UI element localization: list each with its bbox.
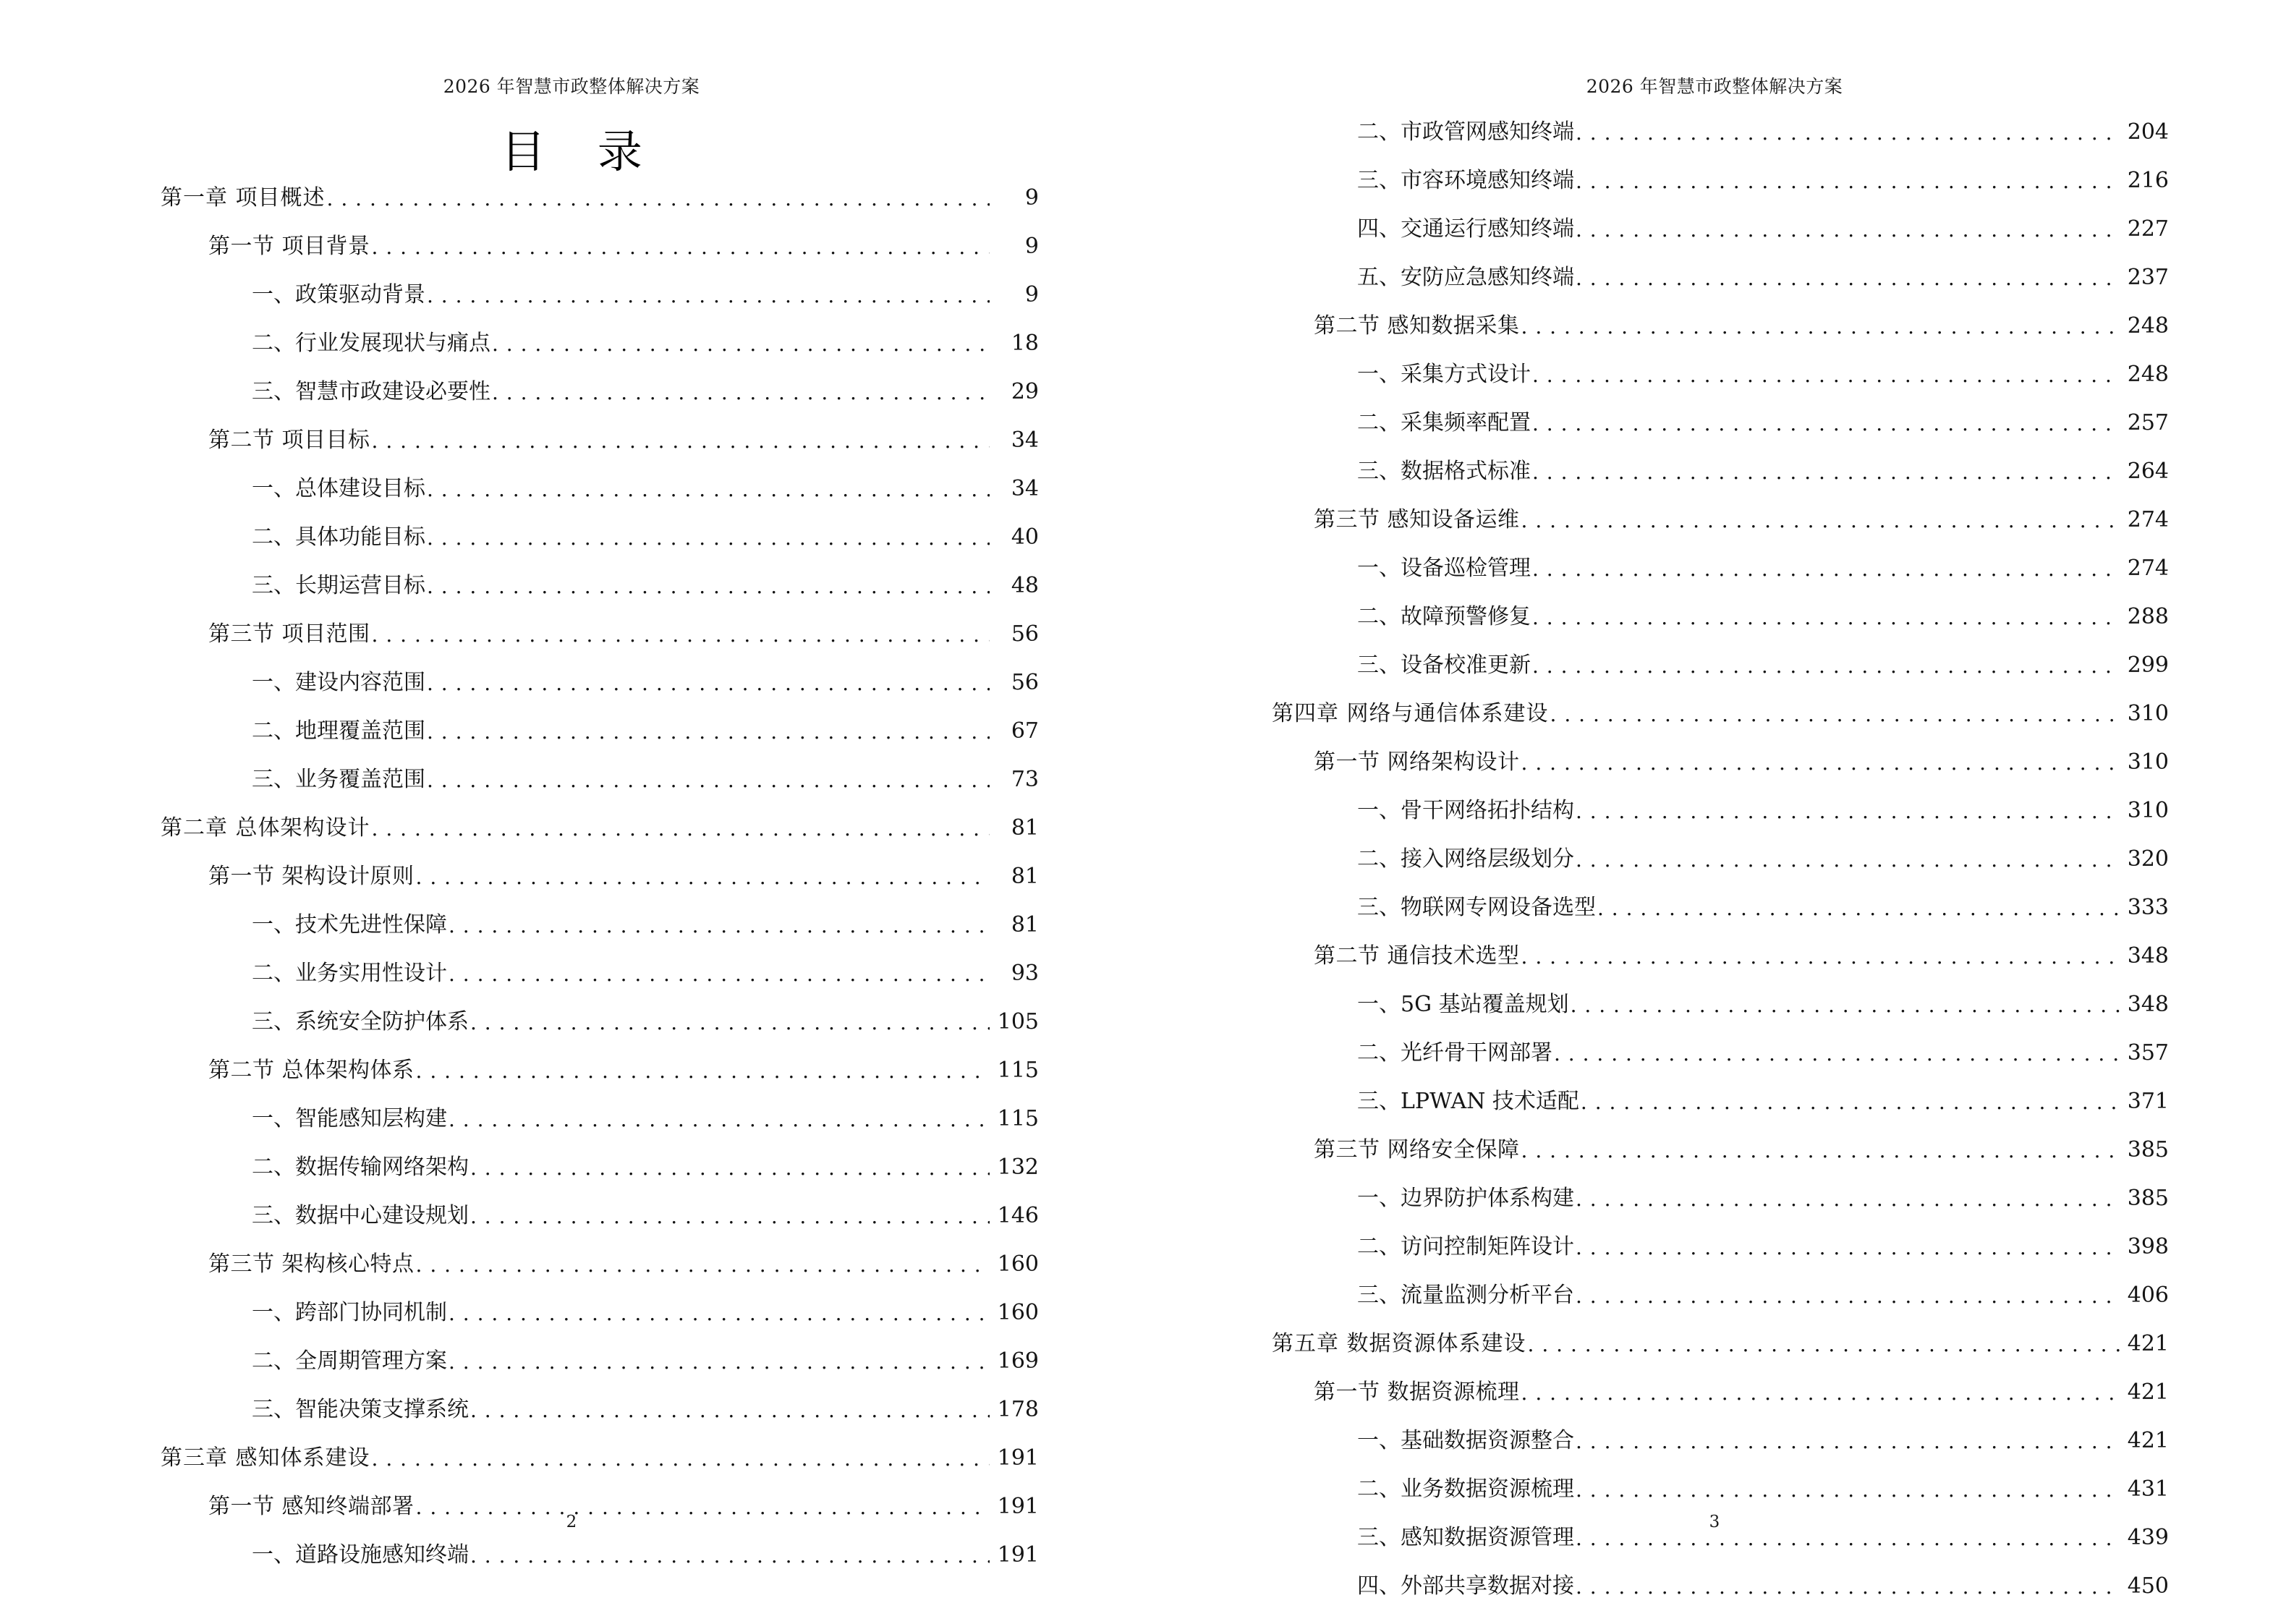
toc-entry-page-number: 237 <box>2127 265 2169 290</box>
toc-entry[interactable] <box>0 224 1143 258</box>
toc-entry-label: 第一节 数据资源梳理 <box>1314 1379 1520 1405</box>
toc-entry-page-number: 160 <box>997 1251 1039 1277</box>
toc-entry-label: 三、数据格式标准 <box>1357 459 1531 484</box>
toc-entry-page-number: 191 <box>997 1494 1039 1519</box>
toc-entry[interactable] <box>1143 1176 2286 1210</box>
toc-entry-label: 第一节 项目背景 <box>208 234 370 259</box>
toc-entry[interactable] <box>1143 1031 2286 1064</box>
toc-dot-leader <box>1521 945 2120 967</box>
toc-dot-leader <box>416 866 990 888</box>
toc-dot-leader <box>470 1205 990 1227</box>
toc-dot-leader <box>416 1254 990 1275</box>
toc-dot-leader <box>1521 1382 2120 1403</box>
toc-entry-page-number: 310 <box>2127 701 2169 726</box>
toc-entry-label: 第四章 网络与通信体系建设 <box>1272 701 1549 726</box>
toc-entry-page-number: 48 <box>1011 573 1039 598</box>
toc-entry-label: 三、业务覆盖范围 <box>252 767 425 792</box>
toc-entry-page-number: 115 <box>997 1058 1039 1083</box>
toc-entry[interactable] <box>1143 1419 2286 1452</box>
toc-entry-label: 三、长期运营目标 <box>252 573 425 598</box>
toc-entry-label: 第三节 感知设备运维 <box>1314 507 1520 532</box>
toc-entry-label: 一、建设内容范围 <box>252 670 425 695</box>
toc-entry-page-number: 105 <box>997 1009 1039 1034</box>
toc-entry-page-number: 371 <box>2127 1089 2169 1114</box>
toc-entry-page-number: 385 <box>2127 1186 2169 1211</box>
toc-dot-leader <box>1576 267 2120 289</box>
toc-entry[interactable] <box>1143 498 2286 531</box>
toc-entry[interactable] <box>1143 982 2286 1016</box>
toc-dot-leader <box>427 720 990 742</box>
toc-dot-leader <box>1532 461 2120 482</box>
toc-entry-label: 二、业务数据资源梳理 <box>1357 1476 1574 1502</box>
toc-entry[interactable] <box>1143 643 2286 676</box>
toc-entry-page-number: 348 <box>2127 992 2169 1017</box>
toc-dot-leader <box>449 914 990 936</box>
toc-entry[interactable] <box>1143 304 2286 337</box>
toc-dot-leader <box>1532 655 2120 676</box>
toc-entry-page-number: 191 <box>997 1542 1039 1568</box>
toc-dot-leader <box>1532 606 2120 628</box>
toc-entry-label: 第一节 网络架构设计 <box>1314 749 1520 775</box>
toc-entry[interactable] <box>1143 1079 2286 1113</box>
toc-entry[interactable] <box>0 273 1143 306</box>
toc-entry[interactable] <box>1143 352 2286 386</box>
toc-entry[interactable] <box>1143 207 2286 240</box>
toc-entry[interactable] <box>1143 1322 2286 1355</box>
toc-entry[interactable] <box>1143 788 2286 822</box>
toc-entry[interactable] <box>0 564 1143 597</box>
toc-entry[interactable] <box>0 1436 1143 1469</box>
toc-entry[interactable] <box>0 612 1143 645</box>
toc-entry-page-number: 146 <box>997 1203 1039 1228</box>
toc-entry-label: 一、采集方式设计 <box>1357 362 1531 387</box>
toc-entry-page-number: 29 <box>1011 379 1039 404</box>
toc-entry[interactable] <box>1143 401 2286 434</box>
toc-entry-label: 四、交通运行感知终端 <box>1357 216 1574 242</box>
toc-entry-page-number: 216 <box>2127 168 2169 193</box>
toc-entry-label: 五、安防应急感知终端 <box>1357 265 1574 290</box>
toc-entry[interactable] <box>1143 546 2286 579</box>
toc-entry[interactable] <box>1143 692 2286 725</box>
toc-entry-page-number: 320 <box>2127 846 2169 872</box>
toc-entry[interactable] <box>1143 1370 2286 1403</box>
toc-entry-label: 二、故障预警修复 <box>1357 604 1531 629</box>
toc-dot-leader <box>427 672 990 694</box>
toc-entry[interactable] <box>0 370 1143 403</box>
toc-entry-page-number: 333 <box>2127 895 2169 920</box>
toc-entry-page-number: 406 <box>2127 1283 2169 1308</box>
toc-entry-page-number: 398 <box>2127 1234 2169 1259</box>
toc-entry-page-number: 274 <box>2127 556 2169 581</box>
toc-dot-leader <box>1576 1285 2120 1306</box>
toc-entry-page-number: 431 <box>2127 1476 2169 1502</box>
toc-entry-label: 二、业务实用性设计 <box>252 961 447 986</box>
toc-entry-label: 三、设备校准更新 <box>1357 652 1531 678</box>
toc-dot-leader <box>1571 994 2120 1016</box>
toc-entry[interactable] <box>1143 885 2286 919</box>
toc-entry-page-number: 204 <box>2127 119 2169 145</box>
toc-entry-page-number: 169 <box>997 1348 1039 1374</box>
toc-dot-leader <box>470 1544 990 1566</box>
toc-dot-leader <box>1581 1091 2120 1113</box>
toc-entry[interactable] <box>0 418 1143 451</box>
toc-entry-label: 第三节 网络安全保障 <box>1314 1137 1520 1162</box>
toc-entry-page-number: 227 <box>2127 216 2169 242</box>
toc-dot-leader <box>372 817 990 839</box>
toc-entry[interactable] <box>1143 934 2286 967</box>
toc-entry[interactable] <box>1143 1273 2286 1306</box>
toc-entry-label: 二、数据传输网络架构 <box>252 1155 469 1180</box>
toc-entry[interactable] <box>1143 1467 2286 1500</box>
toc-entry[interactable] <box>0 709 1143 742</box>
toc-entry[interactable] <box>0 1048 1143 1081</box>
toc-dot-leader <box>1576 170 2120 192</box>
toc-entry-label: 四、外部共享数据对接 <box>1357 1573 1574 1599</box>
toc-entry[interactable] <box>0 515 1143 548</box>
toc-dot-leader <box>1550 703 2120 725</box>
toc-entry-page-number: 18 <box>1011 331 1039 356</box>
toc-dot-leader <box>372 236 990 258</box>
toc-dot-leader <box>1576 800 2120 822</box>
toc-entry[interactable] <box>0 903 1143 936</box>
toc-dot-leader <box>470 1399 990 1421</box>
toc-entry-page-number: 178 <box>997 1397 1039 1422</box>
toc-entry-page-number: 34 <box>1011 476 1039 501</box>
toc-dot-leader <box>372 430 990 451</box>
toc-entry-label: 第五章 数据资源体系建设 <box>1272 1331 1526 1356</box>
page-header-right: 2026 年智慧市政整体解决方案 <box>1586 76 1843 97</box>
toc-entry-page-number: 421 <box>2127 1331 2169 1356</box>
toc-entry[interactable] <box>0 1339 1143 1372</box>
toc-dot-leader <box>449 963 990 985</box>
toc-dot-leader <box>1521 509 2120 531</box>
toc-dot-leader <box>1576 218 2120 240</box>
toc-entry-page-number: 264 <box>2127 459 2169 484</box>
toc-entry[interactable] <box>0 1533 1143 1566</box>
toc-dot-leader <box>427 575 990 597</box>
toc-entry-label: 三、智能决策支撑系统 <box>252 1397 469 1422</box>
page-right <box>1143 0 2286 1624</box>
toc-dot-leader <box>470 1157 990 1178</box>
toc-entry-page-number: 73 <box>1011 767 1039 792</box>
toc-dot-leader <box>1576 849 2120 870</box>
toc-entry-page-number: 67 <box>1011 718 1039 744</box>
toc-dot-leader <box>449 1302 990 1324</box>
toc-entry-label: 二、采集频率配置 <box>1357 410 1531 435</box>
toc-entry-page-number: 9 <box>1024 282 1039 307</box>
toc-entry[interactable] <box>0 1242 1143 1275</box>
toc-entry-page-number: 81 <box>1011 912 1039 938</box>
toc-entry[interactable] <box>0 1291 1143 1324</box>
toc-dot-leader <box>427 769 990 791</box>
toc-dot-leader <box>327 187 990 209</box>
toc-entry-label: 一、5G 基站覆盖规划 <box>1357 992 1569 1017</box>
toc-dot-leader <box>449 1351 990 1372</box>
toc-entry-label: 一、总体建设目标 <box>252 476 425 501</box>
toc-entry[interactable] <box>1143 1128 2286 1161</box>
toc-entry[interactable] <box>1143 110 2286 143</box>
toc-entry[interactable] <box>0 757 1143 791</box>
toc-entry-page-number: 115 <box>997 1106 1039 1131</box>
page-folio-left: 2 <box>566 1513 577 1531</box>
toc-entry[interactable] <box>1143 449 2286 482</box>
toc-entry-page-number: 348 <box>2127 943 2169 969</box>
toc-entry[interactable] <box>0 1097 1143 1130</box>
toc-dot-leader <box>1521 752 2120 773</box>
toc-entry-label: 一、跨部门协同机制 <box>252 1300 447 1325</box>
toc-entry-label: 二、光纤骨干网部署 <box>1357 1040 1552 1066</box>
toc-dot-leader <box>1576 122 2120 143</box>
toc-entry-page-number: 421 <box>2127 1428 2169 1453</box>
toc-entry[interactable] <box>0 806 1143 839</box>
toc-entry-page-number: 274 <box>2127 507 2169 532</box>
toc-entry-label: 三、感知数据资源管理 <box>1357 1525 1574 1550</box>
toc-entry[interactable] <box>1143 158 2286 192</box>
toc-entry-label: 第一节 感知终端部署 <box>208 1494 415 1519</box>
toc-entry[interactable] <box>0 660 1143 694</box>
toc-entry[interactable] <box>0 1194 1143 1227</box>
page-header-left: 2026 年智慧市政整体解决方案 <box>443 76 700 97</box>
toc-dot-leader <box>416 1060 990 1081</box>
toc-entry-label: 二、地理覆盖范围 <box>252 718 425 744</box>
toc-entry-page-number: 34 <box>1011 428 1039 453</box>
toc-entry-page-number: 257 <box>2127 410 2169 435</box>
toc-entry-label: 第二节 项目目标 <box>208 428 370 453</box>
toc-entry-page-number: 160 <box>997 1300 1039 1325</box>
toc-dot-leader <box>372 624 990 645</box>
toc-entry-page-number: 421 <box>2127 1379 2169 1405</box>
toc-entry[interactable] <box>0 854 1143 888</box>
toc-dot-leader <box>427 527 990 548</box>
toc-entry-label: 二、接入网络层级划分 <box>1357 846 1574 872</box>
toc-dot-leader <box>1521 1139 2120 1161</box>
toc-entry-page-number: 299 <box>2127 652 2169 678</box>
toc-entry-label: 第二节 通信技术选型 <box>1314 943 1520 969</box>
toc-dot-leader <box>1532 558 2120 579</box>
toc-entry-page-number: 56 <box>1011 621 1039 647</box>
toc-entry-label: 第三节 项目范围 <box>208 621 370 647</box>
toc-entry-label: 一、基础数据资源整合 <box>1357 1428 1574 1453</box>
toc-dot-leader <box>1597 897 2120 919</box>
toc-entry-page-number: 310 <box>2127 749 2169 775</box>
page-folio-right: 3 <box>1709 1513 1720 1531</box>
toc-dot-leader <box>449 1108 990 1130</box>
toc-dot-leader <box>372 1447 990 1469</box>
toc-entry[interactable] <box>0 1145 1143 1178</box>
toc-entry[interactable] <box>0 176 1143 209</box>
toc-entry-page-number: 450 <box>2127 1573 2169 1599</box>
toc-entry[interactable] <box>0 467 1143 500</box>
toc-entry-label: 三、市容环境感知终端 <box>1357 168 1574 193</box>
toc-dot-leader <box>1554 1042 2120 1064</box>
toc-entry-page-number: 93 <box>1011 961 1039 986</box>
toc-entry-page-number: 81 <box>1011 815 1039 841</box>
toc-entry-label: 三、流量监测分析平台 <box>1357 1283 1574 1308</box>
toc-entry-label: 一、设备巡检管理 <box>1357 556 1531 581</box>
toc-entry[interactable] <box>1143 1564 2286 1597</box>
toc-entry[interactable] <box>0 1000 1143 1033</box>
toc-dot-leader <box>1576 1236 2120 1258</box>
toc-entry[interactable] <box>1143 740 2286 773</box>
toc-entry-page-number: 288 <box>2127 604 2169 629</box>
toc-entry-page-number: 385 <box>2127 1137 2169 1162</box>
toc-entry-label: 三、智慧市政建设必要性 <box>252 379 490 404</box>
toc-entry-label: 三、系统安全防护体系 <box>252 1009 469 1034</box>
toc-entry-label: 二、具体功能目标 <box>252 524 425 550</box>
toc-entry[interactable] <box>0 1387 1143 1421</box>
toc-entry-label: 第二节 总体架构体系 <box>208 1058 415 1083</box>
toc-entry-label: 二、市政管网感知终端 <box>1357 119 1574 145</box>
toc-dot-leader <box>427 478 990 500</box>
toc-entry-page-number: 310 <box>2127 798 2169 823</box>
toc-list-left <box>0 176 1143 1581</box>
toc-entry-page-number: 9 <box>1024 234 1039 259</box>
toc-entry-page-number: 132 <box>997 1155 1039 1180</box>
toc-dot-leader <box>1576 1576 2120 1597</box>
toc-entry-page-number: 81 <box>1011 864 1039 889</box>
toc-entry[interactable] <box>1143 837 2286 870</box>
toc-dot-leader <box>492 333 990 354</box>
toc-dot-leader <box>492 381 990 403</box>
toc-entry-page-number: 439 <box>2127 1525 2169 1550</box>
toc-dot-leader <box>1576 1188 2120 1210</box>
toc-entry-page-number: 248 <box>2127 313 2169 339</box>
toc-entry-page-number: 248 <box>2127 362 2169 387</box>
toc-entry-label: 第三章 感知体系建设 <box>161 1445 370 1471</box>
toc-entry-label: 第一节 架构设计原则 <box>208 864 415 889</box>
toc-entry-label: 一、技术先进性保障 <box>252 912 447 938</box>
toc-heading: 目 录 <box>501 125 661 178</box>
toc-entry-label: 二、行业发展现状与痛点 <box>252 331 490 356</box>
toc-entry-label: 一、骨干网络拓扑结构 <box>1357 798 1574 823</box>
toc-dot-leader <box>1521 315 2120 337</box>
toc-entry-label: 一、道路设施感知终端 <box>252 1542 469 1568</box>
toc-entry-page-number: 191 <box>997 1445 1039 1471</box>
toc-entry-label: 第二节 感知数据采集 <box>1314 313 1520 339</box>
toc-entry-label: 第一章 项目概述 <box>161 185 326 211</box>
toc-entry[interactable] <box>1143 595 2286 628</box>
toc-entry[interactable] <box>0 951 1143 985</box>
toc-entry[interactable] <box>1143 1225 2286 1258</box>
toc-dot-leader <box>1528 1333 2120 1355</box>
toc-entry-label: 三、LPWAN 技术适配 <box>1357 1089 1579 1114</box>
toc-entry-label: 第三节 架构核心特点 <box>208 1251 415 1277</box>
toc-entry-label: 二、访问控制矩阵设计 <box>1357 1234 1574 1259</box>
toc-entry-label: 第二章 总体架构设计 <box>161 815 370 841</box>
toc-dot-leader <box>427 284 990 306</box>
toc-dot-leader <box>470 1011 990 1033</box>
toc-entry[interactable] <box>0 321 1143 354</box>
toc-entry-page-number: 56 <box>1011 670 1039 695</box>
toc-entry-label: 二、全周期管理方案 <box>252 1348 447 1374</box>
toc-entry-label: 三、物联网专网设备选型 <box>1357 895 1596 920</box>
toc-entry-label: 一、智能感知层构建 <box>252 1106 447 1131</box>
toc-list-right <box>1143 110 2286 1612</box>
toc-dot-leader <box>1576 1479 2120 1500</box>
toc-entry-page-number: 40 <box>1011 524 1039 550</box>
toc-entry-label: 一、边界防护体系构建 <box>1357 1186 1574 1211</box>
toc-dot-leader <box>1532 412 2120 434</box>
toc-dot-leader <box>1576 1430 2120 1452</box>
toc-entry-page-number: 357 <box>2127 1040 2169 1066</box>
toc-entry[interactable] <box>1143 255 2286 289</box>
toc-entry-label: 一、政策驱动背景 <box>252 282 425 307</box>
toc-dot-leader <box>1532 364 2120 386</box>
toc-entry-label: 三、数据中心建设规划 <box>252 1203 469 1228</box>
toc-entry-page-number: 9 <box>1024 185 1039 211</box>
